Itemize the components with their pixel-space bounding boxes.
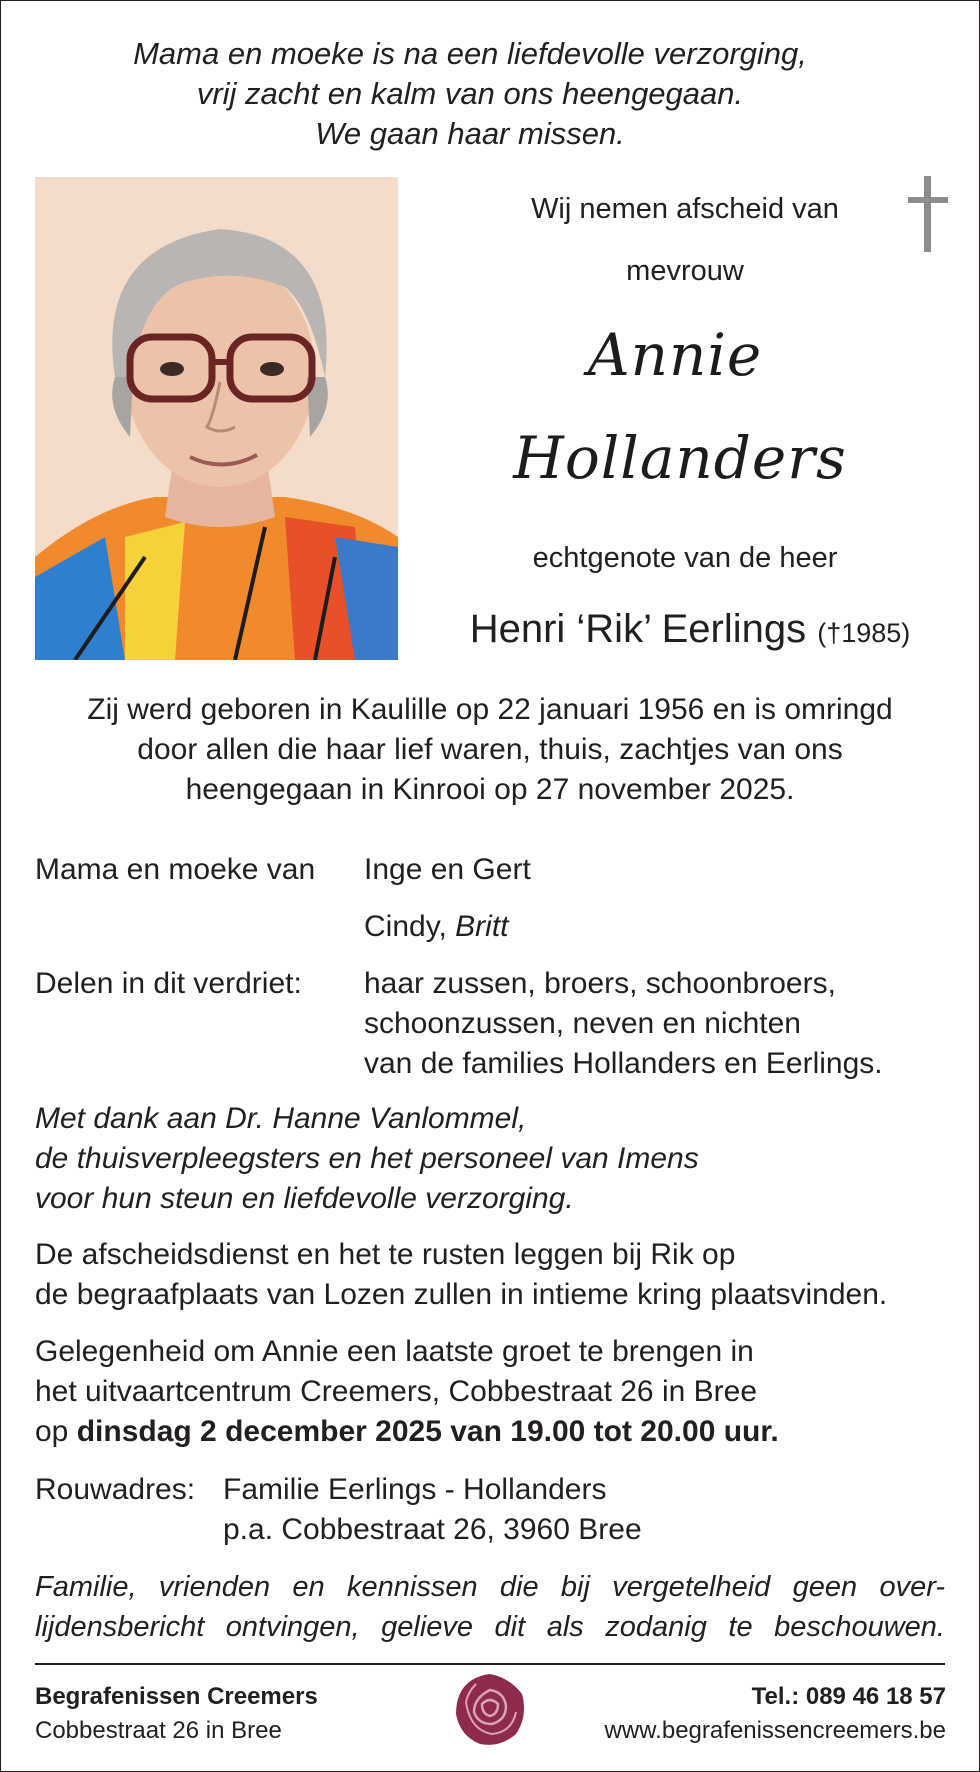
visit-paragraph	[35, 1332, 779, 1452]
service-line-2: de begraafplaats van Lozen zullen in intieme kring plaatsvinden.	[35, 1278, 888, 1311]
intro-text	[60, 34, 880, 154]
service-line-1: De afscheidsdienst en het te rusten leggen bij Rik op	[35, 1238, 736, 1271]
closing-line-1: Familie, vrienden en kennissen die bij vergetelheid geen over-	[35, 1571, 945, 1603]
birth-paragraph	[35, 690, 945, 810]
visit-line-3	[35, 1412, 779, 1452]
thanks-paragraph	[35, 1099, 699, 1219]
visit-date-time: dinsdag 2 december 2025 van 19.00 tot 20.00 uur.	[76, 1415, 779, 1448]
share-label: Delen in dit verdriet:	[35, 967, 302, 1000]
service-paragraph	[35, 1235, 887, 1315]
farewell-intro: Wij nemen afscheid van	[531, 193, 839, 225]
thanks-line-3: voor hun steun en liefdevolle verzorging.	[35, 1182, 574, 1215]
visit-line-1: Gelegenheid om Annie een laatste groet te brengen in	[35, 1335, 754, 1368]
footer-right	[605, 1680, 947, 1748]
visit-prefix: op	[35, 1415, 69, 1448]
share-line-3: van de families Hollanders en Eerlings.	[364, 1047, 883, 1080]
spouse-death-year: (†1985)	[817, 618, 911, 648]
birth-line-1: Zij werd geboren in Kaulille op 22 januari 1956 en is omringd	[87, 693, 893, 726]
spouse-intro: echtgenote van de heer	[532, 542, 838, 574]
closing-paragraph	[35, 1567, 945, 1647]
grandchildren-names	[364, 907, 509, 947]
mama-label: Mama en moeke van	[35, 853, 316, 886]
company-address: Cobbestraat 26 in Bree	[35, 1717, 282, 1744]
birth-line-3: heengegaan in Kinrooi op 27 november 2025.	[185, 773, 795, 806]
phone-number[interactable]: Tel.: 089 46 18 57	[751, 1683, 946, 1710]
share-line-2: schoonzussen, neven en nichten	[364, 1007, 801, 1040]
visit-line-2: het uitvaartcentrum Creemers, Cobbestraat 26 in Bree	[35, 1375, 758, 1408]
intro-line-2: vrij zacht en kalm van ons heengegaan.	[196, 76, 744, 111]
closing-line-2: lijdensbericht ontvingen, gelieve dit als zodanig te beschouwen.	[35, 1611, 945, 1643]
portrait-photo	[35, 177, 398, 660]
birth-line-2: door allen die haar lief waren, thuis, zachtjes van ons	[137, 733, 843, 766]
website-link[interactable]: www.begrafenissencreemers.be	[604, 1717, 946, 1744]
grandchild-name: Cindy,	[364, 910, 447, 943]
intro-line-1: Mama en moeke is na een liefdevolle verzorging,	[133, 36, 807, 71]
address-line-2: p.a. Cobbestraat 26, 3960 Bree	[223, 1513, 642, 1546]
company-name: Begrafenissen Creemers	[35, 1683, 318, 1710]
rose-logo-icon	[452, 1672, 528, 1748]
grandchild-name-italic: Britt	[455, 910, 509, 943]
children-names: Inge en Gert	[364, 853, 531, 886]
thanks-line-1: Met dank aan Dr. Hanne Vanlommel,	[35, 1102, 527, 1135]
spouse-name: Henri ‘Rik’ Eerlings	[469, 607, 807, 651]
spouse-line	[420, 605, 960, 657]
deceased-first-name: Annie	[587, 321, 763, 389]
footer-left	[35, 1680, 318, 1748]
address-block	[223, 1470, 642, 1550]
deceased-last-name: Hollanders	[513, 424, 847, 492]
thanks-line-2: de thuisverpleegsters en het personeel van Imens	[35, 1142, 699, 1175]
title-mevrouw: mevrouw	[626, 255, 744, 287]
address-line-1: Familie Eerlings - Hollanders	[223, 1473, 607, 1506]
address-label: Rouwadres:	[35, 1473, 196, 1506]
share-list	[364, 964, 883, 1084]
intro-line-3: We gaan haar missen.	[315, 116, 625, 151]
footer-divider	[35, 1663, 945, 1665]
share-line-1: haar zussen, broers, schoonbroers,	[364, 967, 836, 1000]
